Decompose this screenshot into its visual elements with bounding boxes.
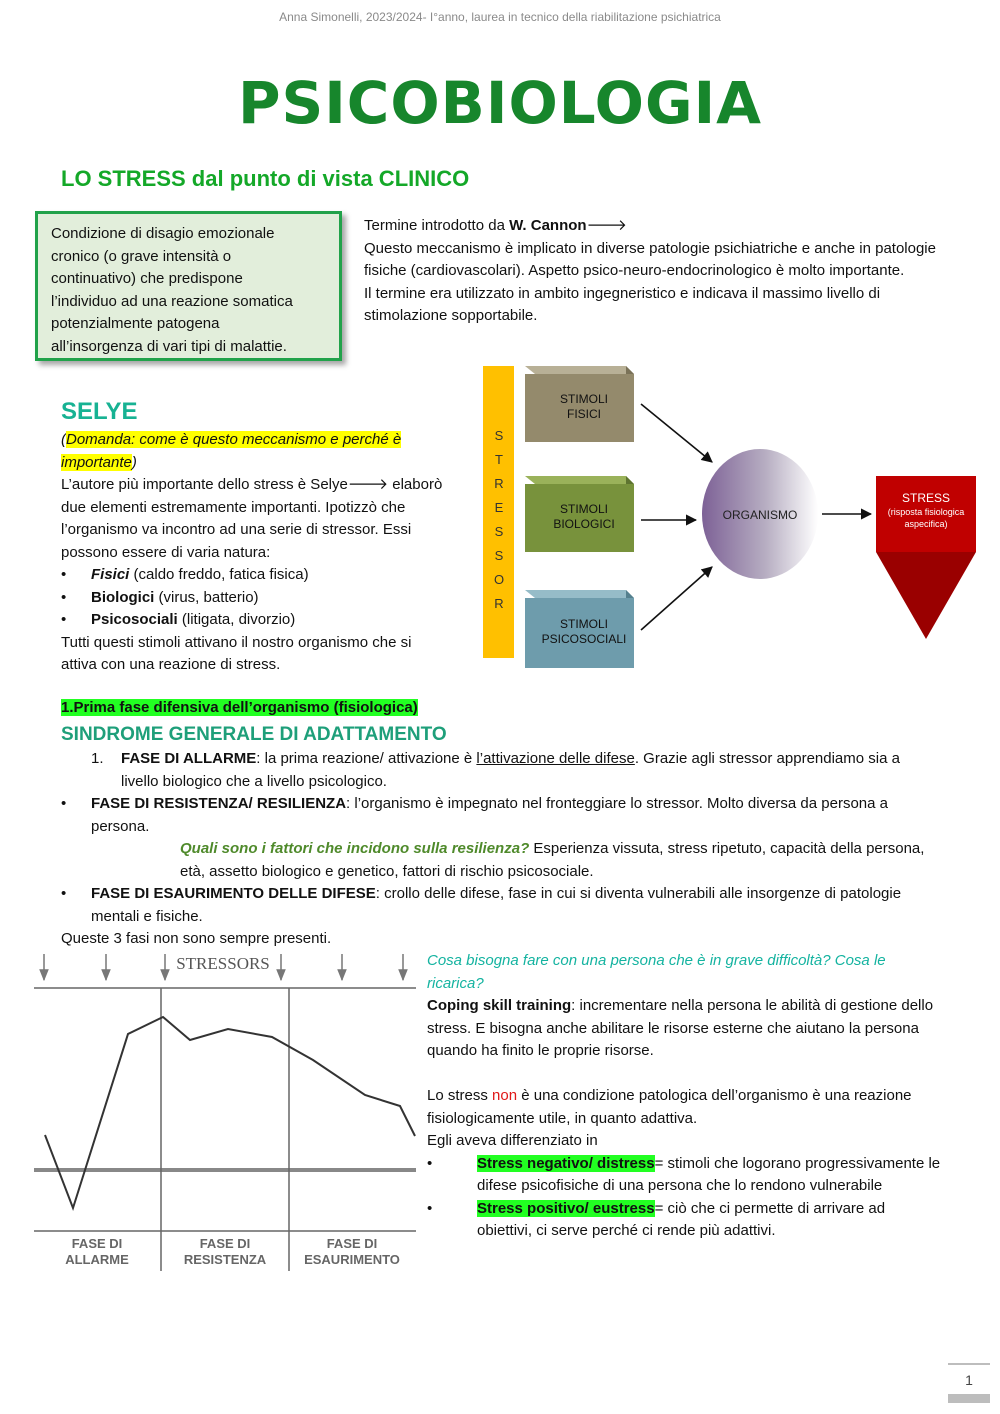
eustress-item (427, 1198, 942, 1243)
stressor-letter: S (494, 524, 504, 539)
phase-label: FASE DI (199, 1236, 251, 1251)
page-header: Anna Simonelli, 2023/2024- I°anno, laurea in tecnico della riabilitazione psichiatrica (279, 10, 721, 24)
stressor-list (61, 564, 451, 632)
phase-text: : la prima reazione/ attivazione è (256, 750, 477, 767)
question-text: come è questo meccanismo e perché è importante (61, 431, 402, 471)
definition-line: l’individuo ad una reazione somatica (51, 292, 293, 310)
section-subtitle: LO STRESS dal punto di vista CLINICO (61, 166, 470, 191)
answer-text: Esperienza vissuta, stress ripetuto, capacità della persona, età, assetto biologico e genetico, fattori di rischio psicosociale. (180, 840, 925, 880)
box-stimoli-biologici (525, 476, 634, 552)
definition-box (35, 211, 342, 361)
selye-question (61, 429, 451, 474)
phases-note: Queste 3 fasi non sono sempre presenti. (61, 930, 332, 947)
box-label: STIMOLI (559, 617, 609, 631)
phase-term: FASE DI ESAURIMENTO DELLE DIFESE (91, 885, 376, 902)
organism-label: ORGANISMO (722, 508, 798, 522)
bullet: • (61, 795, 67, 812)
distress-item (427, 1153, 942, 1198)
box-label: FISICI (566, 407, 602, 421)
box-label: STIMOLI (559, 392, 609, 406)
gas-heading: SINDROME GENERALE DI ADATTAMENTO (61, 724, 447, 745)
cannon-text-1: Questo meccanismo è implicato in diverse patologie psichiatriche e anche in patologie fisiche (cardiovascolari). Aspetto psico-neuro-endocrinologico è molto importante. (364, 239, 936, 279)
bullet: • (427, 1154, 433, 1172)
stressor-letter: E (494, 500, 504, 515)
arrow-icon: 🡒 (586, 217, 627, 234)
definition-line: all’insorgenza di vari tipi di malattie. (51, 337, 287, 355)
right-column (427, 950, 942, 1243)
selye-heading: SELYE (61, 398, 138, 425)
phase-term: FASE DI RESISTENZA/ RESILIENZA (91, 795, 347, 812)
stress-text: Lo stress (427, 1087, 493, 1104)
stress-sublabel: aspecifica) (904, 519, 948, 529)
paren-close: ) (131, 453, 137, 471)
distress-term: Stress negativo/ distress (477, 1154, 655, 1172)
stress-diagram (478, 362, 983, 674)
stressor-letter: R (494, 476, 504, 491)
phase-label: FASE DI (71, 1236, 123, 1251)
stressor-letter: S (494, 428, 504, 443)
definition-line: potenzialmente patogena (51, 315, 220, 332)
coping-question: Cosa bisogna fare con una persona che è in grave difficoltà? Cosa le ricarica? (427, 952, 886, 992)
bullet: • (427, 1199, 433, 1217)
item-desc: (litigata, divorzio) (177, 611, 296, 628)
coping-paragraph (427, 995, 942, 1063)
stress-paragraph (427, 1085, 942, 1130)
definition-line: continuativo) che predispone (51, 270, 243, 287)
eustress-text: = ciò che ci permette di arrivare ad obiettivi, ci serve perché ci rende più adattivi. (477, 1199, 886, 1239)
item-term: Fisici (91, 566, 130, 583)
box-stimoli-psicosociali (525, 590, 634, 668)
item-desc: (virus, batterio) (154, 588, 259, 606)
bullet: • (61, 885, 67, 902)
resilience-question (61, 838, 941, 883)
cannon-intro-line (364, 215, 944, 238)
cannon-intro: Termine introdotto da (364, 217, 510, 234)
phase-label: FASE DI (326, 1236, 378, 1251)
stressors-label: STRESSORS (176, 954, 270, 973)
stress-funnel (876, 476, 976, 639)
phase-label: RESISTENZA (183, 1252, 267, 1267)
phase-label: ALLARME (65, 1252, 129, 1267)
definition-line: cronico (o grave intensità o (51, 247, 232, 265)
box-label: STIMOLI (559, 502, 609, 516)
list-item (61, 587, 451, 610)
phase-underlined: l’attivazione delle difese (476, 750, 635, 767)
page-title: PSICOBIOLOGIA (237, 69, 763, 137)
phase-term: FASE DI ALLARME (121, 750, 257, 767)
arrow-icon: 🡒 (347, 476, 389, 493)
eustress-term: Stress positivo/ eustress (477, 1199, 655, 1217)
stressor-letter: R (494, 596, 504, 611)
phase-text: : crollo delle difese, fase in cui si diventa vulnerabili alle insorgenze di patologie mentali e fisiche. (91, 885, 902, 925)
coping-term: Coping skill training (427, 997, 572, 1014)
selye-paragraph (61, 474, 451, 564)
list-item (61, 609, 451, 632)
arrow-psicosociali (641, 567, 712, 630)
selye-text-b: elaborò due elementi estremamente importanti. Ipotizzò che l’organismo va incontro ad una serie di stressor. Essi possono essere di varia natura: (61, 476, 443, 561)
phase-item-allarme (61, 748, 941, 793)
stressor-letter: T (495, 452, 503, 467)
arrow-fisici (641, 404, 712, 462)
negation-word: non (492, 1087, 518, 1104)
resistance-curve (45, 1017, 415, 1208)
box-label: BIOLOGICI (553, 517, 615, 531)
stress-label: STRESS (901, 491, 951, 505)
selye-conclusion: Tutti questi stimoli attivano il nostro organismo che si attiva con una reazione di stress. (61, 633, 412, 673)
list-item (61, 564, 451, 587)
phase-heading-text: 1.Prima fase difensiva dell’organismo (fisiologica) (61, 699, 418, 716)
box-stimoli-fisici (525, 366, 634, 442)
phase-labels (65, 1236, 400, 1267)
item-number: 1. (91, 750, 104, 767)
stressor-letter: S (494, 548, 504, 563)
phases-list (61, 748, 941, 951)
gas-curve-diagram (30, 950, 420, 1275)
distress-text: = stimoli che logorano progressivamente le difese psicofisiche di una persona che lo rendono vulnerabile (477, 1154, 941, 1194)
box-label: PSICOSOCIALI (541, 632, 627, 646)
phase-text: . Grazie agli stressor apprendiamo sia a livello biologico che a livello psicologico. (121, 750, 900, 790)
stress-sublabel: (risposta fisiologica (887, 507, 965, 517)
selye-section (61, 429, 451, 677)
differentiation-text: Egli aveva differenziato in (427, 1132, 598, 1149)
coping-text: : incrementare nella persona le abilità di gestione dello stress. E bisogna anche abilitare le risorse esterne che aiutano la persona quando ha finito le proprie risorse. (427, 997, 934, 1059)
selye-text-a: L’autore più importante dello stress è Selye (61, 476, 348, 493)
phase-item-esaurimento (61, 883, 941, 928)
question-label: Domanda: (66, 431, 136, 448)
cannon-paragraph (364, 215, 944, 328)
cannon-name: W. Cannon (509, 217, 587, 234)
item-term: Psicosociali (91, 611, 178, 628)
phase-text: : l’organismo è impegnato nel fronteggiare lo stressor. Molto diversa da persona a persona. (91, 795, 888, 835)
stressor-letter: O (493, 572, 505, 587)
item-desc: (caldo freddo, fatica fisica) (129, 566, 309, 583)
phase-label: ESAURIMENTO (304, 1252, 400, 1267)
page-number: 1 (948, 1363, 990, 1403)
stress-text: è una condizione patologica dell’organismo è una reazione fisiologicamente utile, in quanto adattiva. (427, 1087, 912, 1127)
question-text: Quali sono i fattori che incidono sulla resilienza? (180, 840, 530, 857)
definition-line: Condizione di disagio emozionale (51, 225, 275, 242)
phase-heading (61, 697, 418, 719)
paren-open: ( (61, 431, 66, 448)
cannon-text-2: Il termine era utilizzato in ambito ingegneristico e indicava il massimo livello di stimolazione sopportabile. (364, 284, 881, 324)
phase-item-resistenza (61, 793, 941, 838)
item-term: Biologici (91, 588, 155, 606)
